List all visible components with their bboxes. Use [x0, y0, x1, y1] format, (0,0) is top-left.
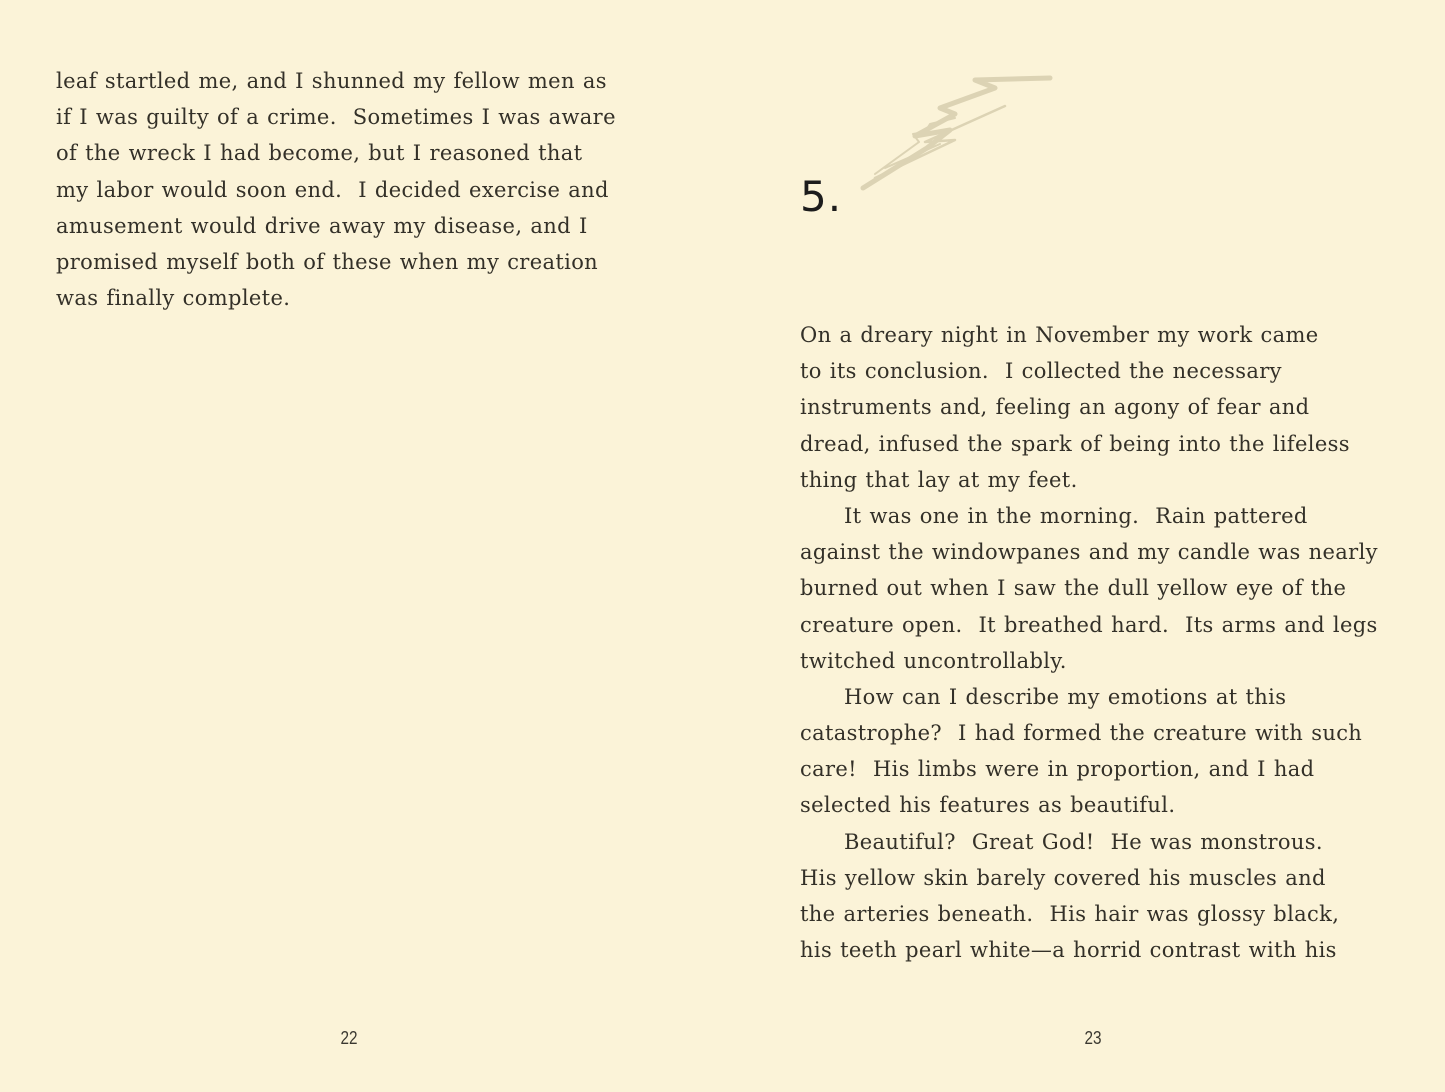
- text-line: catastrophe? I had formed the creature with such: [800, 721, 1363, 746]
- text-line: my labor would soon end. I decided exercise and: [56, 177, 609, 202]
- text-line: if I was guilty of a crime. Sometimes I was aware: [56, 105, 616, 130]
- left-page: [0, 0, 700, 1092]
- text-line: dread, infused the spark of being into the lifeless: [800, 431, 1350, 456]
- text-line: His yellow skin barely covered his muscles and: [800, 865, 1326, 890]
- text-line: his teeth pearl white—a horrid contrast with his: [800, 938, 1337, 963]
- text-line: of the wreck I had become, but I reasoned that: [56, 141, 583, 166]
- text-line: selected his features as beautiful.: [800, 793, 1176, 818]
- text-line: leaf startled me, and I shunned my fellow men as: [56, 69, 607, 93]
- paragraph-start-line: How can I describe my emotions at this: [844, 684, 1287, 709]
- paragraph-start-line: It was one in the morning. Rain pattered: [844, 503, 1308, 528]
- text-line: burned out when I saw the dull yellow eye of the: [800, 576, 1347, 601]
- text-line: thing that lay at my feet.: [800, 467, 1078, 492]
- page-number-left: 22: [340, 1028, 358, 1048]
- right-page-body: [800, 317, 1378, 968]
- page-number-right: 23: [1084, 1028, 1102, 1048]
- text-line: amusement would drive away my disease, and I: [56, 213, 588, 238]
- text-line: the arteries beneath. His hair was glossy black,: [800, 902, 1340, 926]
- right-page: [722, 0, 1445, 1092]
- text-line: creature open. It breathed hard. Its arms and legs: [800, 612, 1378, 637]
- left-page-body: [56, 63, 616, 316]
- chapter-number: 5.: [800, 172, 843, 221]
- text-line: promised myself both of these when my creation: [56, 249, 599, 274]
- text-line: twitched uncontrollably.: [800, 648, 1067, 673]
- lightning-bolt-icon: [855, 70, 1060, 200]
- text-line: care! His limbs were in proportion, and I had: [800, 757, 1315, 782]
- paragraph-start-line: Beautiful? Great God! He was monstrous.: [844, 829, 1323, 854]
- text-line: On a dreary night in November my work came: [800, 323, 1319, 347]
- text-line: to its conclusion. I collected the necessary: [800, 359, 1282, 384]
- text-line: was finally complete.: [56, 286, 291, 311]
- text-line: against the windowpanes and my candle was nearly: [800, 540, 1378, 565]
- text-line: instruments and, feeling an agony of fear and: [800, 395, 1310, 420]
